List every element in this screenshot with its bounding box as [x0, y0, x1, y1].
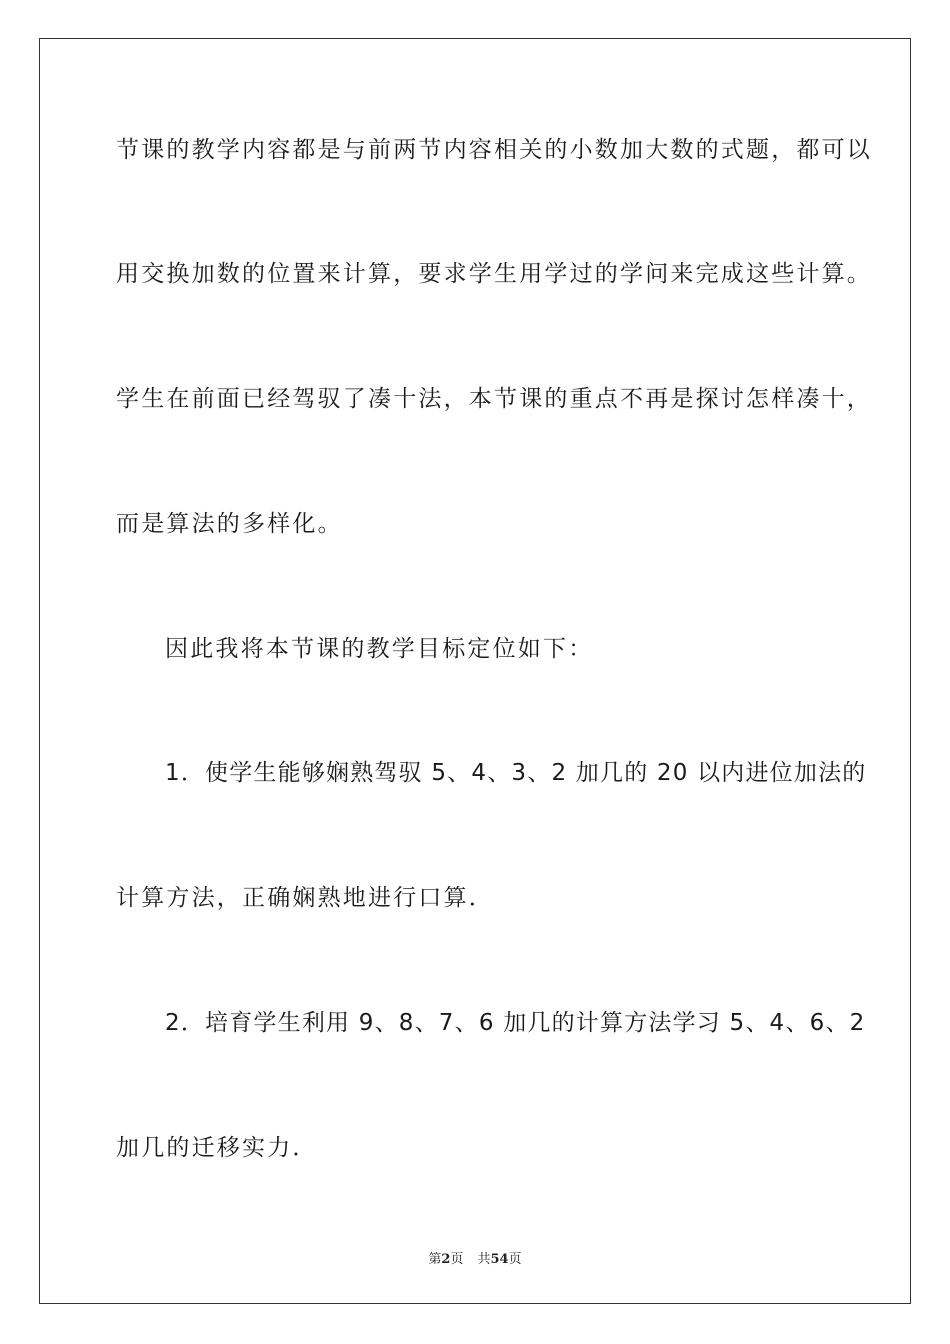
- page-border: [39, 38, 911, 1304]
- total-label-prefix: 共: [477, 1252, 491, 1267]
- body-text-line: 加几的迁移实力．: [116, 1135, 318, 1161]
- page-label-prefix: 第: [428, 1252, 442, 1267]
- page-footer: [0, 1248, 950, 1267]
- page-label-suffix: 页: [450, 1252, 464, 1267]
- total-label-suffix: 页: [508, 1252, 522, 1267]
- page-number: 2: [441, 1252, 451, 1267]
- body-text-line: 用交换加数的位置来计算，要求学生用学过的学问来完成这些计算。: [116, 261, 872, 287]
- body-text-line: 学生在前面已经驾驭了凑十法，本节课的重点不再是探讨怎样凑十，: [116, 386, 872, 412]
- body-text-line: 因此我将本节课的教学目标定位如下：: [165, 636, 594, 662]
- body-text-line: 计算方法，正确娴熟地进行口算．: [116, 885, 494, 911]
- total-pages: 54: [490, 1252, 509, 1267]
- body-text-line: 2．培育学生利用 9、8、7、6 加几的计算方法学习 5、4、6、2: [165, 1010, 866, 1036]
- body-text-line: 1．使学生能够娴熟驾驭 5、4、3、2 加几的 20 以内进位加法的: [165, 760, 867, 786]
- body-text-line: 节课的教学内容都是与前两节内容相关的小数加大数的式题，都可以: [116, 137, 872, 163]
- body-text-line: 而是算法的多样化。: [116, 511, 343, 537]
